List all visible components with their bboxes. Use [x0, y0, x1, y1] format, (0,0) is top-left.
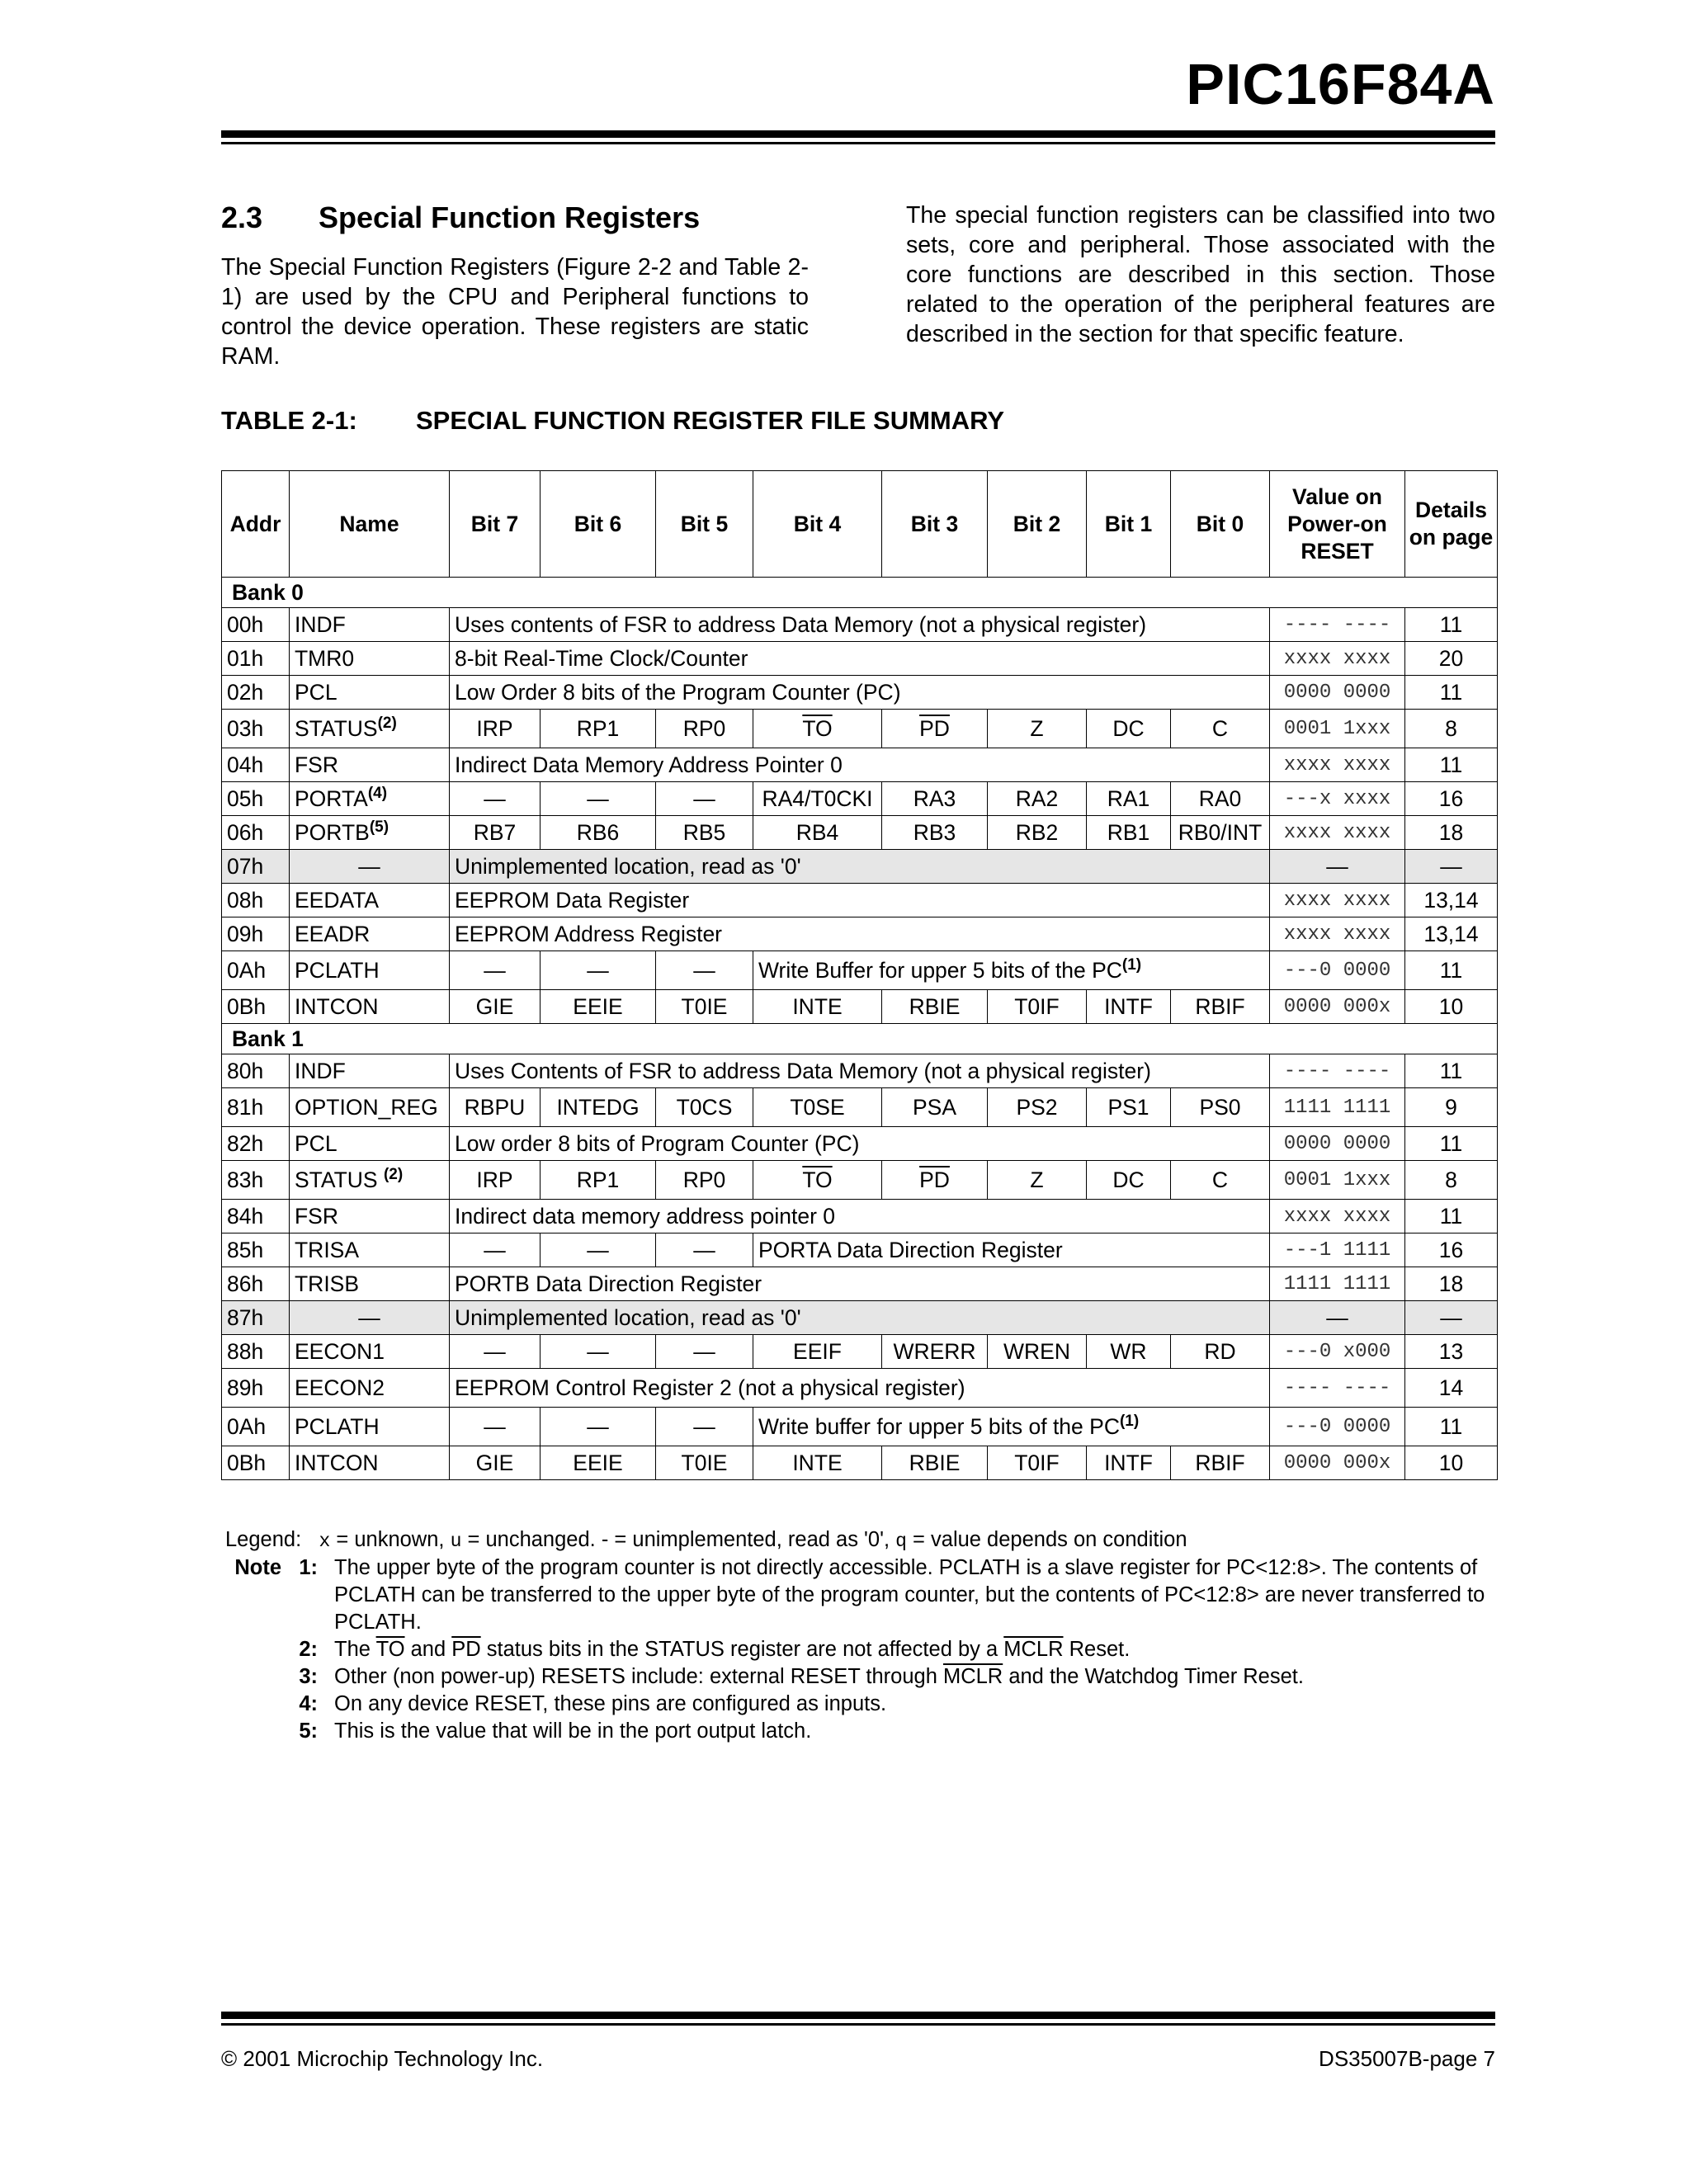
bit-cell: PS1 — [1087, 1088, 1171, 1127]
bit-cell: — — [656, 951, 753, 990]
page-cell: 16 — [1405, 1234, 1498, 1267]
col-bit2: Bit 2 — [988, 471, 1087, 578]
sfr-summary-table — [221, 470, 1498, 1480]
bit-overbar-label: $\overline{PD}$ — [919, 1167, 950, 1192]
reset-cell: ---- ---- — [1270, 1054, 1405, 1088]
note-text: and — [404, 1638, 452, 1661]
table-row — [222, 1446, 1498, 1480]
bit-cell: INTE — [753, 990, 882, 1024]
bit-cell: RBPU — [450, 1088, 541, 1127]
register-name: STATUS — [295, 1167, 384, 1192]
intro-paragraph: The Special Function Registers (Figure 2-2 and Table 2-1) are used by the CPU and Peripheral functions to control the device operation. These registers are static RAM. — [221, 254, 809, 370]
section-heading — [221, 200, 700, 235]
bit-cell: RA4/T0CKI — [753, 782, 882, 816]
table-header-row — [222, 471, 1498, 578]
bit-cell: GIE — [450, 1446, 541, 1480]
bit-cell: RP0 — [656, 710, 753, 748]
addr-cell: 81h — [222, 1088, 290, 1127]
note-text: The — [334, 1638, 376, 1661]
desc-text: Write Buffer for upper 5 bits of the PC — [758, 957, 1122, 983]
reset-cell: ---- ---- — [1270, 608, 1405, 642]
addr-cell: 88h — [222, 1335, 290, 1369]
col-bit4: Bit 4 — [753, 471, 882, 578]
bit-cell: RP1 — [541, 710, 656, 748]
note-text: On any device RESET, these pins are configured as inputs. — [334, 1692, 887, 1715]
table-row — [222, 1234, 1498, 1267]
note-number: 5: — [299, 1719, 318, 1743]
bit-cell: — — [541, 1234, 656, 1267]
bit-cell: RBIE — [882, 990, 988, 1024]
col-bit7: Bit 7 — [450, 471, 541, 578]
page-cell: 11 — [1405, 951, 1498, 990]
reset-cell: ---0 0000 — [1270, 1408, 1405, 1446]
bit-cell: — — [450, 1234, 541, 1267]
bit-cell: T0IE — [656, 990, 753, 1024]
desc-cell: EEPROM Address Register — [450, 917, 1270, 951]
page-cell: — — [1405, 1301, 1498, 1335]
bit-cell: — — [541, 1335, 656, 1369]
bit-overbar-label: $\overline{TO}$ — [802, 1167, 833, 1192]
bit-cell: — — [450, 782, 541, 816]
page-cell: 16 — [1405, 782, 1498, 816]
desc-cell: Uses contents of FSR to address Data Memory (not a physical register) — [450, 608, 1270, 642]
reset-cell: ---1 1111 — [1270, 1234, 1405, 1267]
page-cell: 11 — [1405, 676, 1498, 710]
table-row — [222, 1369, 1498, 1408]
addr-cell: 01h — [222, 642, 290, 676]
reset-cell: 0000 000x — [1270, 1446, 1405, 1480]
mclr-overbar: MCLR — [942, 1665, 1003, 1688]
mclr-overbar: MCLR — [1003, 1638, 1064, 1661]
name-cell: INTCON — [290, 990, 450, 1024]
note-text: This is the value that will be in the port output latch. — [334, 1719, 812, 1743]
name-cell: EECON1 — [290, 1335, 450, 1369]
bit-cell: Z — [988, 1161, 1087, 1200]
bit-cell: INTF — [1087, 990, 1171, 1024]
table-row — [222, 990, 1498, 1024]
bit-cell: C — [1171, 710, 1270, 748]
bit-cell: DC — [1087, 710, 1171, 748]
bit-cell: RA2 — [988, 782, 1087, 816]
bit-cell: — — [656, 782, 753, 816]
col-addr: Addr — [222, 471, 290, 578]
reset-cell: xxxx xxxx — [1270, 884, 1405, 917]
page-cell: 10 — [1405, 990, 1498, 1024]
note-3 — [225, 1663, 1496, 1691]
name-cell: TMR0 — [290, 642, 450, 676]
table-row — [222, 748, 1498, 782]
reset-cell: xxxx xxxx — [1270, 816, 1405, 850]
table-row — [222, 1161, 1498, 1200]
addr-cell: 0Bh — [222, 990, 290, 1024]
note-heading: Note — [234, 1556, 282, 1579]
document-title: PIC16F84A — [1186, 52, 1495, 116]
note-ref: (2) — [377, 714, 397, 732]
section-title: Special Function Registers — [319, 200, 701, 234]
name-cell — [290, 710, 450, 748]
bit-cell: WR — [1087, 1335, 1171, 1369]
legend-u-symbol: u — [450, 1531, 462, 1552]
desc-cell: Uses Contents of FSR to address Data Memory (not a physical register) — [450, 1054, 1270, 1088]
note-number: 2: — [299, 1638, 318, 1661]
table-row — [222, 642, 1498, 676]
register-name: PORTB — [295, 819, 370, 845]
bit-cell: EEIE — [541, 990, 656, 1024]
section-number: 2.3 — [221, 200, 263, 234]
bit-cell: RBIF — [1171, 990, 1270, 1024]
reset-cell: 1111 1111 — [1270, 1267, 1405, 1301]
reset-cell: xxxx xxxx — [1270, 917, 1405, 951]
page-cell: 13,14 — [1405, 884, 1498, 917]
reset-cell: ---- ---- — [1270, 1369, 1405, 1408]
classification-paragraph: The special function registers can be classified into two sets, core and peripheral. Those associated with the core functions are described in this section. Those related to the operation of the peripheral features are described in the section for that specific feature. — [906, 202, 1495, 347]
addr-cell: 85h — [222, 1234, 290, 1267]
col-name: Name — [290, 471, 450, 578]
table-notes — [225, 1554, 1496, 1745]
bit-cell: Z — [988, 710, 1087, 748]
table-title: SPECIAL FUNCTION REGISTER FILE SUMMARY — [416, 406, 1005, 435]
col-reset-line3: RESET — [1301, 538, 1374, 564]
legend-q-symbol: q — [895, 1531, 907, 1552]
name-cell: EECON2 — [290, 1369, 450, 1408]
col-reset-line2: Power-on — [1287, 511, 1387, 536]
bit-cell: PS2 — [988, 1088, 1087, 1127]
addr-cell: 82h — [222, 1127, 290, 1161]
bit-cell: — — [656, 1234, 753, 1267]
note-ref: (1) — [1119, 1412, 1140, 1430]
bit-cell: RB3 — [882, 816, 988, 850]
table-row — [222, 1335, 1498, 1369]
name-cell: INDF — [290, 1054, 450, 1088]
col-reset-value — [1270, 471, 1405, 578]
bit-cell: T0IF — [988, 990, 1087, 1024]
page-cell: 10 — [1405, 1446, 1498, 1480]
bit-cell: RB0/INT — [1171, 816, 1270, 850]
reset-cell: ---0 0000 — [1270, 951, 1405, 990]
table-row — [222, 782, 1498, 816]
page-cell: 13,14 — [1405, 917, 1498, 951]
addr-cell: 07h — [222, 850, 290, 884]
bit-cell: RB7 — [450, 816, 541, 850]
reset-cell: — — [1270, 1301, 1405, 1335]
note-label — [225, 1554, 318, 1582]
table-row — [222, 816, 1498, 850]
register-name: STATUS — [295, 715, 378, 741]
name-cell: — — [290, 850, 450, 884]
table-row — [222, 1127, 1498, 1161]
table-row — [222, 1200, 1498, 1234]
bit-cell: RA1 — [1087, 782, 1171, 816]
table-legend — [225, 1526, 1496, 1555]
name-cell: FSR — [290, 1200, 450, 1234]
addr-cell: 0Ah — [222, 1408, 290, 1446]
legend-u-text: = unchanged. — [461, 1528, 602, 1551]
table-row — [222, 951, 1498, 990]
footer-rule-thin — [221, 2023, 1495, 2026]
bit-cell: T0SE — [753, 1088, 882, 1127]
col-bit0: Bit 0 — [1171, 471, 1270, 578]
page-cell: 11 — [1405, 608, 1498, 642]
addr-cell: 06h — [222, 816, 290, 850]
page-cell: 8 — [1405, 1161, 1498, 1200]
bit-cell: C — [1171, 1161, 1270, 1200]
bit-cell: — — [656, 1408, 753, 1446]
addr-cell: 05h — [222, 782, 290, 816]
note-ref: (1) — [1121, 955, 1142, 974]
addr-cell: 04h — [222, 748, 290, 782]
desc-cell: EEPROM Control Register 2 (not a physical register) — [450, 1369, 1270, 1408]
table-row — [222, 1088, 1498, 1127]
name-cell: PCL — [290, 1127, 450, 1161]
bit-cell: RB6 — [541, 816, 656, 850]
table-row — [222, 710, 1498, 748]
footer-rule — [221, 2012, 1495, 2019]
desc-cell: PORTB Data Direction Register — [450, 1267, 1270, 1301]
bit-overbar-label: $\overline{PD}$ — [919, 715, 950, 741]
legend-x-text: = unknown, — [330, 1528, 451, 1551]
bit-cell: — — [450, 1408, 541, 1446]
name-cell: PCL — [290, 676, 450, 710]
note-4 — [225, 1691, 1496, 1718]
addr-cell: 02h — [222, 676, 290, 710]
name-cell: EEDATA — [290, 884, 450, 917]
name-cell: TRISB — [290, 1267, 450, 1301]
to-overbar: $\overline{TO}$ — [375, 1638, 405, 1661]
note-ref: (5) — [369, 818, 389, 836]
page-cell: 18 — [1405, 816, 1498, 850]
desc-cell: Indirect data memory address pointer 0 — [450, 1200, 1270, 1234]
table-row — [222, 676, 1498, 710]
page-cell: 11 — [1405, 748, 1498, 782]
bit-cell: RBIE — [882, 1446, 988, 1480]
page-cell: 11 — [1405, 1408, 1498, 1446]
col-page-line1: Details — [1415, 498, 1487, 522]
table-row — [222, 1054, 1498, 1088]
desc-cell: PORTA Data Direction Register — [753, 1234, 1270, 1267]
desc-cell: Low order 8 bits of Program Counter (PC) — [450, 1127, 1270, 1161]
bit-cell: RB5 — [656, 816, 753, 850]
col-details-page — [1405, 471, 1498, 578]
reset-cell: 0000 000x — [1270, 990, 1405, 1024]
bit-cell: T0IE — [656, 1446, 753, 1480]
table-row — [222, 608, 1498, 642]
addr-cell: 83h — [222, 1161, 290, 1200]
page-cell: 9 — [1405, 1088, 1498, 1127]
bit-cell: PSA — [882, 1088, 988, 1127]
reset-cell: xxxx xxxx — [1270, 748, 1405, 782]
bank1-row — [222, 1024, 1498, 1054]
note-text: and the Watchdog Timer Reset. — [1003, 1665, 1304, 1688]
addr-cell: 09h — [222, 917, 290, 951]
bit-cell: PS0 — [1171, 1088, 1270, 1127]
desc-cell — [753, 951, 1270, 990]
name-cell — [290, 782, 450, 816]
note-text: Other (non power-up) RESETS include: external RESET through — [334, 1665, 943, 1688]
name-cell: PCLATH — [290, 951, 450, 990]
note-number: 1: — [299, 1556, 318, 1579]
note-2 — [225, 1636, 1496, 1663]
reset-cell: ---0 x000 — [1270, 1335, 1405, 1369]
copyright: © 2001 Microchip Technology Inc. — [221, 2046, 544, 2071]
col-reset-line1: Value on — [1292, 483, 1382, 509]
note-ref: (2) — [383, 1165, 404, 1183]
table-row — [222, 1267, 1498, 1301]
legend-dash-symbol: - — [601, 1528, 609, 1551]
bit-cell: RB4 — [753, 816, 882, 850]
page-cell: 18 — [1405, 1267, 1498, 1301]
addr-cell: 03h — [222, 710, 290, 748]
addr-cell: 86h — [222, 1267, 290, 1301]
bank0-row — [222, 578, 1498, 608]
bit-cell — [882, 1161, 988, 1200]
table-row — [222, 884, 1498, 917]
note-number: 4: — [299, 1692, 318, 1715]
pd-overbar: $\overline{PD}$ — [451, 1638, 481, 1661]
bit-cell: INTEDG — [541, 1088, 656, 1127]
bit-cell: — — [541, 951, 656, 990]
page-reference: DS35007B-page 7 — [1319, 2046, 1495, 2071]
page-cell: 11 — [1405, 1127, 1498, 1161]
bit-cell: IRP — [450, 710, 541, 748]
addr-cell: 80h — [222, 1054, 290, 1088]
table-row — [222, 850, 1498, 884]
bit-cell: WRERR — [882, 1335, 988, 1369]
note-text: Reset. — [1063, 1638, 1131, 1661]
name-cell — [290, 816, 450, 850]
bit-cell: EEIE — [541, 1446, 656, 1480]
col-bit6: Bit 6 — [541, 471, 656, 578]
reset-cell: 0001 1xxx — [1270, 710, 1405, 748]
col-bit3: Bit 3 — [882, 471, 988, 578]
bit-cell: — — [541, 782, 656, 816]
reset-cell: xxxx xxxx — [1270, 642, 1405, 676]
bit-cell — [753, 710, 882, 748]
addr-cell: 0Bh — [222, 1446, 290, 1480]
bit-cell: RB1 — [1087, 816, 1171, 850]
desc-cell: Unimplemented location, read as '0' — [450, 850, 1270, 884]
bank-label: Bank 1 — [222, 1024, 1498, 1054]
table-row — [222, 1408, 1498, 1446]
page-cell: 20 — [1405, 642, 1498, 676]
page-cell: 11 — [1405, 1054, 1498, 1088]
bit-cell: — — [450, 951, 541, 990]
addr-cell: 08h — [222, 884, 290, 917]
bit-cell: RA3 — [882, 782, 988, 816]
desc-cell: EEPROM Data Register — [450, 884, 1270, 917]
bit-cell: WREN — [988, 1335, 1087, 1369]
addr-cell: 00h — [222, 608, 290, 642]
page-cell: 8 — [1405, 710, 1498, 748]
bank-label: Bank 0 — [222, 578, 1498, 608]
name-cell: INDF — [290, 608, 450, 642]
bit-cell: RP0 — [656, 1161, 753, 1200]
name-cell — [290, 1161, 450, 1200]
bit-cell: DC — [1087, 1161, 1171, 1200]
bit-cell — [753, 1161, 882, 1200]
name-cell: PCLATH — [290, 1408, 450, 1446]
bit-cell: — — [656, 1335, 753, 1369]
reset-cell: — — [1270, 850, 1405, 884]
reset-cell: 0001 1xxx — [1270, 1161, 1405, 1200]
header-rule-thin — [221, 142, 1495, 144]
reset-cell: 0000 0000 — [1270, 676, 1405, 710]
bit-cell: EEIF — [753, 1335, 882, 1369]
bit-cell: IRP — [450, 1161, 541, 1200]
addr-cell: 0Ah — [222, 951, 290, 990]
legend-q-text: = value depends on condition — [906, 1528, 1187, 1551]
table-label: TABLE 2-1: — [221, 406, 357, 435]
page-cell: 13 — [1405, 1335, 1498, 1369]
name-cell: INTCON — [290, 1446, 450, 1480]
bit-cell: — — [541, 1408, 656, 1446]
addr-cell: 89h — [222, 1369, 290, 1408]
table-row — [222, 1301, 1498, 1335]
legend-label: Legend: — [225, 1528, 302, 1551]
note-5 — [225, 1718, 1496, 1745]
name-cell: EEADR — [290, 917, 450, 951]
reset-cell: 0000 0000 — [1270, 1127, 1405, 1161]
col-page-line2: on page — [1409, 525, 1494, 550]
desc-cell: Indirect Data Memory Address Pointer 0 — [450, 748, 1270, 782]
note-number: 3: — [299, 1665, 318, 1688]
desc-text: Write buffer for upper 5 bits of the PC — [758, 1413, 1120, 1439]
note-ref: (4) — [367, 784, 388, 802]
col-bit5: Bit 5 — [656, 471, 753, 578]
bit-cell: GIE — [450, 990, 541, 1024]
name-cell: OPTION_REG — [290, 1088, 450, 1127]
bit-cell: RBIF — [1171, 1446, 1270, 1480]
table-row — [222, 917, 1498, 951]
bit-cell: RP1 — [541, 1161, 656, 1200]
bit-cell: RA0 — [1171, 782, 1270, 816]
bit-cell: RD — [1171, 1335, 1270, 1369]
bit-cell: INTE — [753, 1446, 882, 1480]
page-cell: 11 — [1405, 1200, 1498, 1234]
note-1 — [225, 1554, 1496, 1636]
bit-cell: T0IF — [988, 1446, 1087, 1480]
note-text: The upper byte of the program counter is not directly accessible. PCLATH is a slave register for PC<12:8>. The contents of PCLATH can be transferred to the upper byte of the program counter, but the contents of PC<12:8> are never transferred to PCLATH. — [334, 1556, 1485, 1634]
bit-cell: — — [450, 1335, 541, 1369]
desc-cell — [753, 1408, 1270, 1446]
desc-cell: Low Order 8 bits of the Program Counter (PC) — [450, 676, 1270, 710]
reset-cell: xxxx xxxx — [1270, 1200, 1405, 1234]
register-name: PORTA — [295, 785, 368, 811]
addr-cell: 84h — [222, 1200, 290, 1234]
name-cell: FSR — [290, 748, 450, 782]
name-cell: TRISA — [290, 1234, 450, 1267]
bit-cell: RB2 — [988, 816, 1087, 850]
page-cell: 14 — [1405, 1369, 1498, 1408]
legend-dash-text: = unimplemented, read as '0', — [608, 1528, 896, 1551]
reset-cell: 1111 1111 — [1270, 1088, 1405, 1127]
table-caption — [221, 406, 1004, 436]
bit-cell: T0CS — [656, 1088, 753, 1127]
addr-cell: 87h — [222, 1301, 290, 1335]
desc-cell: 8-bit Real-Time Clock/Counter — [450, 642, 1270, 676]
reset-cell: ---x xxxx — [1270, 782, 1405, 816]
bit-cell — [882, 710, 988, 748]
legend-x-symbol: x — [319, 1531, 331, 1552]
col-bit1: Bit 1 — [1087, 471, 1171, 578]
page-cell: — — [1405, 850, 1498, 884]
desc-cell: Unimplemented location, read as '0' — [450, 1301, 1270, 1335]
bit-overbar-label: $\overline{TO}$ — [802, 715, 833, 741]
header-rule — [221, 130, 1495, 138]
note-text: status bits in the STATUS register are not affected by a — [480, 1638, 1004, 1661]
bit-cell: INTF — [1087, 1446, 1171, 1480]
name-cell: — — [290, 1301, 450, 1335]
